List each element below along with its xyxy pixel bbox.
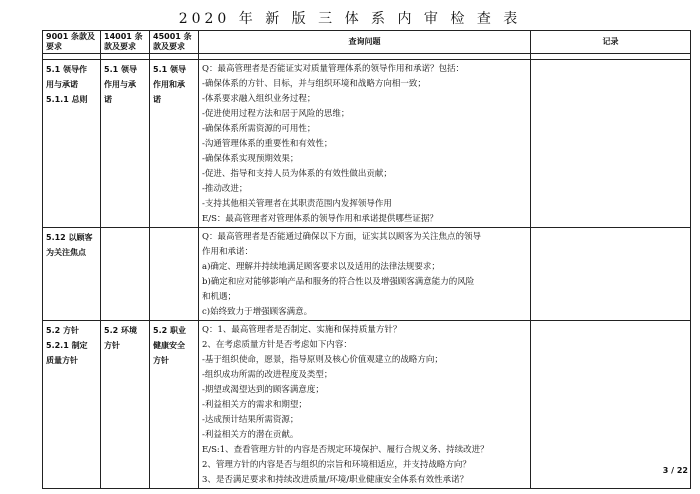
question-cell: [199, 60, 531, 228]
question-line: Q：1、最高管理者是否制定、实施和保持质量方针？: [202, 325, 402, 335]
question-line: 作用和承诺：: [202, 247, 254, 257]
record-cell[interactable]: [531, 321, 691, 489]
clause-9001: [43, 228, 101, 321]
clause-14001: [101, 60, 150, 228]
clause-line: 诺: [104, 95, 112, 104]
question-line: E/S：最高管理者对管理体系的领导作用和承诺提供哪些证据？: [202, 214, 438, 224]
header-record: 记录: [531, 31, 691, 54]
header-question: 查询问题: [199, 31, 531, 54]
question-line: Q：最高管理者是否能通过确保以下方面，证实其以顾客为关注焦点的领导: [202, 232, 481, 242]
question-line: -基于组织使命，愿景，指导原则及核心价值观建立的战略方向；: [202, 355, 443, 365]
header-14001: 14001 条款及要求: [101, 31, 150, 54]
clause-9001: [43, 321, 101, 489]
question-line: 2、在考虑质量方针是否考虑如下内容：: [202, 340, 352, 350]
clause-line: 5.2 职业: [153, 326, 186, 335]
question-line: c)始终致力于增强顾客满意。: [202, 307, 313, 317]
question-line: -组织成功所需的改进程度及类型；: [202, 370, 333, 380]
clause-line: 5.2 环境: [104, 326, 137, 335]
clause-line: 质量方针: [46, 356, 78, 365]
question-line: 和机遇；: [202, 292, 237, 302]
question-line: -体系要求融入组织业务过程；: [202, 94, 316, 104]
clause-line: 方针: [104, 341, 120, 350]
question-line: b)确定和应对能够影响产品和服务的符合性以及增强顾客满意能力的风险: [202, 277, 475, 287]
record-cell[interactable]: [531, 228, 691, 321]
clause-45001: [150, 321, 199, 489]
clause-9001: [43, 60, 101, 228]
page-title: 2020 年 新 版 三 体 系 内 审 检 查 表: [178, 11, 522, 27]
record-cell[interactable]: [531, 60, 691, 228]
question-line: -推动改进；: [202, 184, 248, 194]
question-line: -达成预计结果所需资源；: [202, 415, 299, 425]
question-line: 3、是否满足要求和持续改进质量/环境/职业健康安全体系有效性承诺？: [202, 475, 469, 485]
question-line: a)确定、理解并持续地满足顾客要求以及适用的法律法规要求；: [202, 262, 440, 272]
question-line: 2、管理方针的内容是否与组织的宗旨和环境相适应，并支持战略方向？: [202, 460, 471, 470]
question-line: Q：最高管理者是否能证实对质量管理体系的领导作用和承诺？包括：: [202, 64, 464, 74]
clause-line: 诺: [153, 95, 161, 104]
clause-14001: [101, 321, 150, 489]
clause-45001: [150, 60, 199, 228]
question-line: -支持其他相关管理者在其职责范围内发挥领导作用: [202, 199, 392, 209]
question-line: -促进使用过程方法和居于风险的思维；: [202, 109, 350, 119]
question-cell: [199, 321, 531, 489]
question-line: -促进、指导和支持人员为体系的有效性做出贡献；: [202, 169, 392, 179]
clause-line: 5.1 领导: [104, 65, 137, 74]
table-row: [43, 60, 691, 228]
header-45001: 45001 条款及要求: [150, 31, 199, 54]
question-line: -利益相关方的潜在贡献。: [202, 430, 299, 440]
clause-line: 5.1 领导: [153, 65, 186, 74]
clause-line: 5.1.1 总则: [46, 95, 88, 104]
table-row: [43, 321, 691, 489]
header-row: [43, 31, 691, 54]
header-9001: 9001 条款及要求: [43, 31, 101, 54]
question-line: -确保体系的方针、目标，并与组织环境和战略方向相一致；: [202, 79, 426, 89]
clause-line: 为关注焦点: [46, 248, 86, 257]
question-line: -利益相关方的需求和期望；: [202, 400, 307, 410]
page-number: 3 / 22: [662, 466, 688, 475]
clause-line: 方针: [153, 356, 169, 365]
clause-14001: [101, 228, 150, 321]
question-line: -沟通管理体系的重要性和有效性；: [202, 139, 333, 149]
clause-45001: [150, 228, 199, 321]
question-cell: [199, 228, 531, 321]
question-line: -确保体系所需资源的可用性；: [202, 124, 316, 134]
clause-line: 5.12 以顾客: [46, 233, 93, 242]
audit-checklist-table: [42, 30, 691, 489]
clause-line: 5.2.1 制定: [46, 341, 88, 350]
clause-line: 作用和承: [153, 80, 185, 89]
clause-line: 5.2 方针: [46, 326, 79, 335]
table-row: [43, 228, 691, 321]
question-line: -期望或渴望达到的顾客满意度；: [202, 385, 324, 395]
clause-line: 健康安全: [153, 341, 185, 350]
clause-line: 5.1 领导作: [46, 65, 87, 74]
question-line: E/S:1、查看管理方针的内容是否规定环境保护、履行合规义务、持续改进？: [202, 445, 489, 455]
question-line: -确保体系实现预期效果；: [202, 154, 299, 164]
clause-line: 用与承诺: [46, 80, 78, 89]
clause-line: 作用与承: [104, 80, 136, 89]
